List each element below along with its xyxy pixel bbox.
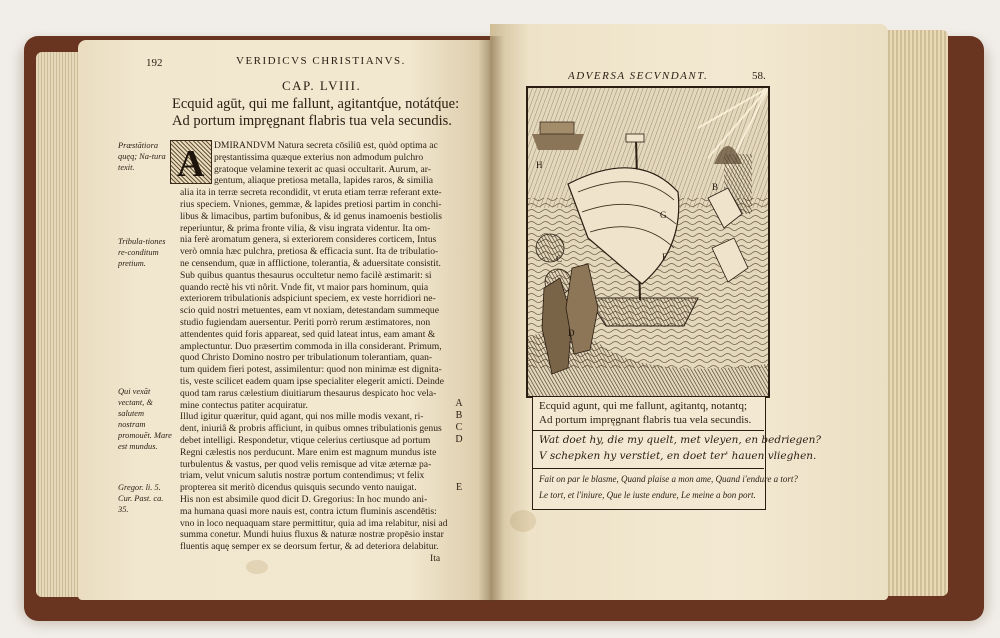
body-text-line: studio fugiendam auersentur. Periti porrò rerum æstimatores, non — [180, 317, 431, 328]
motto-line: Ad portum impręgnant flabris tua vela secundis. — [172, 113, 452, 129]
body-text-line: pręstantissima quæque exterius non admodum pulchro — [214, 151, 424, 163]
body-text-line: vno in loco nequaquam stare permittitur, quia ad ima relabitur, nisi ad — [180, 517, 448, 529]
body-text-line: ne censendum, quæ in afflictione, tolerantia, & aduersitate consistit. — [180, 258, 441, 269]
body-text-line: scio quid nostri metuentes, eam vt noxiam, detestandam summeque — [180, 305, 439, 317]
body-text-line: summa conetur. Mundi huius fluxus & naturæ nostræ propēsio instar — [180, 529, 444, 541]
body-text-line: ma humana quasi more nauis est, contra ictum fluminis ascendētis: — [180, 505, 437, 517]
body-text-line: DMIRANDVM Natura secreta cōsiliū est, quòd optima ac — [214, 140, 438, 151]
decorated-initial — [170, 140, 212, 184]
body-text-line: quod Christo Domino nostro per tribulationum tolerantiam, quan- — [180, 352, 433, 364]
body-text-line: reperiuntur, & prima fronte vilia, & visu ingrata videntur. Ita om- — [180, 222, 431, 234]
body-text-line: mine contectus patiter acquiratur. — [180, 399, 308, 411]
body-text-line: propterea sit meritò dicendus quisquis secundo vento nauigat. — [180, 482, 417, 494]
body-text-line: exteriorem tribulationis adspiciunt speciem, ex veste horridiori ne- — [180, 293, 436, 305]
body-text-line: Illud igitur quæritur, quid agant, qui nos mille modis vexant, ri- — [180, 411, 424, 423]
body-text-line: tum quidem fieri potest, assimilentur: quod non minimæ est dignita- — [180, 364, 442, 376]
section-letter: B — [455, 410, 463, 421]
left-page-number: 192 — [146, 57, 163, 69]
engraving-letter: G — [660, 210, 667, 220]
body-text-line: verò omnia hæc pulchra, pretiosa & efficacia sunt. Ita de tribulatio- — [180, 246, 439, 258]
body-text-line: attendentes quid foris appareat, sed quid lateat intus, eam amant & — [180, 328, 436, 340]
body-text-line: His non est absimile quod dicit D. Gregorius: In hoc mundo ani- — [180, 494, 428, 505]
body-text-line: Regni cælestis nos perducunt. Mare enim est magnum mundus iste — [180, 446, 437, 458]
body-text-line: nia ferè aromatum genera, si exteriorem consideres corticem, Intus — [180, 234, 437, 246]
margin-note: Præstātiora quęq; Na-tura texit. — [118, 141, 166, 172]
paper-stain — [510, 510, 536, 532]
body-text-line: alia ita in terræ secreta recondidit, vt eruta etiam terræ referant exte- — [180, 187, 442, 199]
body-text-line: Ita — [430, 553, 441, 564]
engraving-letter: B — [712, 182, 719, 192]
left-running-head: VERIDICVS CHRISTIANVS. — [236, 55, 406, 67]
right-running-head: ADVERSA SECVNDANT. — [568, 70, 709, 82]
caption-divider — [532, 468, 764, 469]
right-page-number: 58. — [752, 70, 766, 82]
right-page-block — [880, 30, 948, 596]
body-text-line: Sub quibus quantus thesaurus occultetur nemo facilè æstimarit: si — [180, 269, 432, 281]
body-text-line: triam, velut vnicum salutis nostræ portum contendimus; vt felix — [180, 470, 425, 482]
motto-line: Ecquid agūt, qui me fallunt, agitantq́ue, notátq́ue: — [172, 96, 460, 112]
body-text-line: quando rectè his vti nôrit. Vnde fit, vt maior pars hominum, quia — [180, 281, 429, 293]
emblem-engraving — [526, 86, 770, 398]
margin-note: Tribula-tiones re-conditum pretium. — [118, 237, 166, 268]
caption-dutch-line: Wat doet hy, die my quelt, met vleyen, en bedriegen? — [539, 434, 821, 446]
caption-latin-line: Ecquid agunt, qui me fallunt, agitantq, notantq; — [539, 400, 748, 412]
engraving-letter: H — [536, 160, 543, 170]
caption-latin-line: Ad portum impręgnant flabris tua vela secundis. — [539, 414, 752, 426]
paper-stain — [246, 560, 268, 574]
caption-divider — [532, 430, 764, 431]
section-letter: D — [455, 434, 463, 445]
engraving-illustration — [528, 88, 768, 396]
margin-note: Qui vexāt vectant, & salutem nostram promouēt. Mare est mundus. — [118, 387, 172, 451]
body-text-line: amplectuntur. Duo præsertim commoda in illa considerant. Primum, — [180, 340, 442, 352]
body-text-line: fluentis aquę semper ex se deorsum fertur, & ad deteriora delabitur. — [180, 541, 439, 553]
body-text-line: libus & limacibus, partim bufonibus, & id genus inamoenis bestiolis — [180, 210, 442, 222]
caption-dutch-line: V schepken hy verstiet, en doet ter' hauen vlieghen. — [539, 450, 817, 462]
section-letter: E — [455, 482, 463, 493]
margin-note: Gregor. li. 5. Cur. Past. ca. 35. — [118, 483, 164, 514]
body-text-line: debet intelligi. Respondetur, vtique celerius certiusque ad portum — [180, 435, 431, 446]
caption-french-line: Fait on par le blasme, Quand plaise a mon ame, Quand i'endure a tort? — [539, 474, 798, 484]
engraving-letter: D — [568, 328, 575, 338]
body-text-line: dent, iniuriâ & probris afficiunt, in quibus omnes tribulationis genus — [180, 423, 442, 435]
body-text-line: tis, veste scilicet eadem quam ipse specialiter elegerit amicti. Deinde — [180, 376, 444, 387]
book-gutter — [478, 36, 504, 602]
body-text-line: quod tam rarus cælestium diuitiarum thesaurus despicato hoc vela- — [180, 387, 437, 399]
body-text-line: turbulentus & vastus, per quod velis remisque ad vitæ æternæ pa- — [180, 458, 432, 470]
body-text-line: rius speciem. Vniones, gemmæ, & lapides pretiosi partim in conchi- — [180, 199, 442, 210]
engraving-letter: C — [556, 254, 563, 264]
drop-cap-letter: A — [177, 143, 205, 185]
section-letter: A — [455, 398, 463, 409]
chapter-heading: CAP. LVIII. — [282, 78, 362, 93]
section-letter: C — [455, 422, 463, 433]
engraving-letter: F — [662, 252, 668, 262]
caption-french-line: Le tort, et l'iniure, Que le iuste endure, Le meine a bon port. — [539, 490, 756, 500]
body-text-line: gentum, aliaque pretiosa metalla, lapides raros, & similia — [214, 175, 433, 187]
body-text-line: gratoque velamine texerit ac quasi occultarit. Aurum, ar- — [214, 163, 431, 175]
